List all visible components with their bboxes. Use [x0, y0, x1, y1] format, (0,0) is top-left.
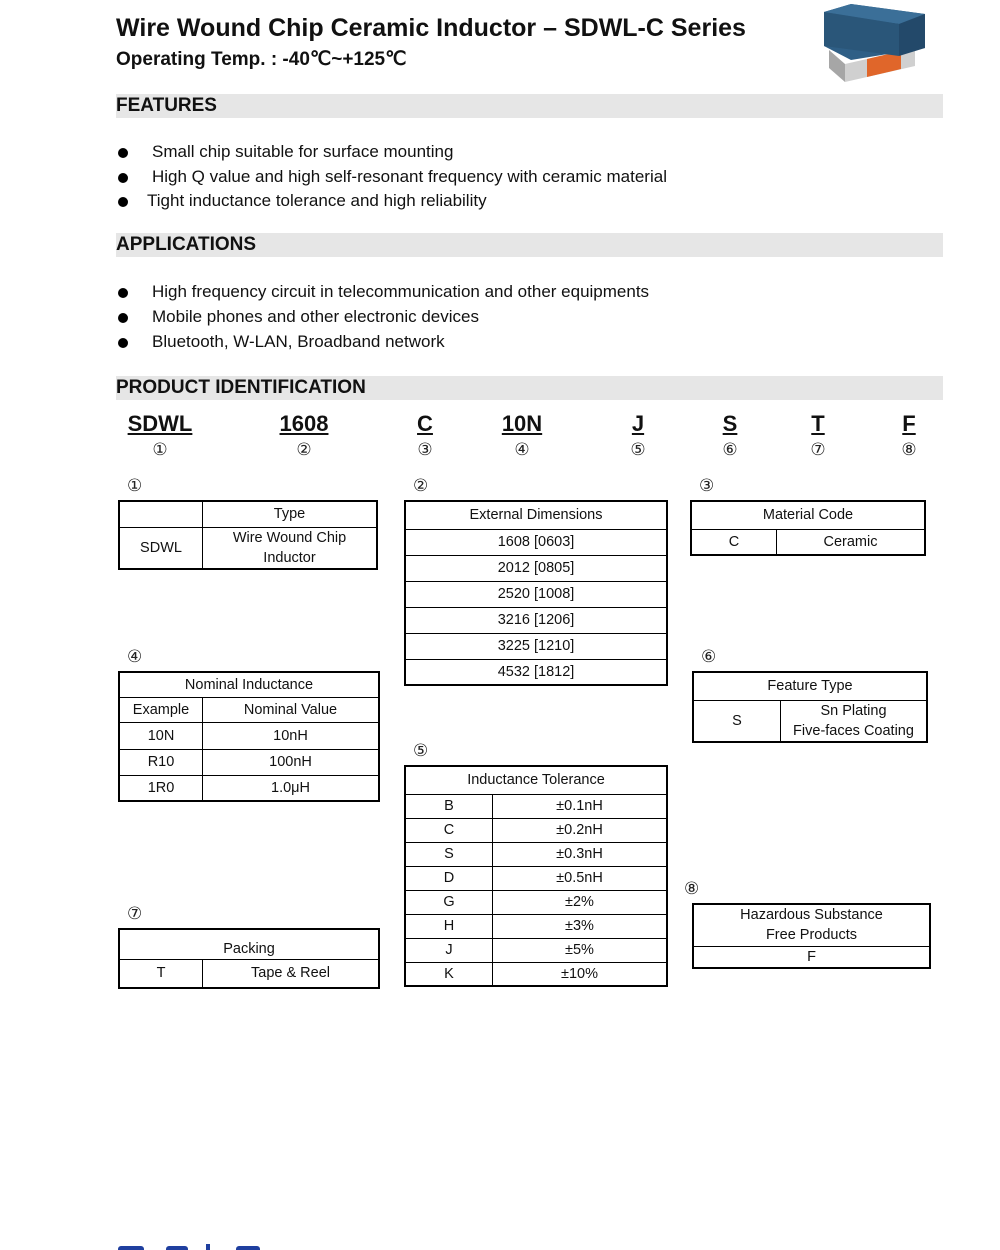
table-col-header: Example — [119, 697, 203, 722]
footer-logo-fragment — [118, 1244, 268, 1250]
chip-inductor-image — [815, 0, 930, 90]
marker-7: ⑦ — [810, 440, 826, 460]
table-header: Type — [203, 501, 378, 527]
table-row: C ±0.2nH — [405, 818, 667, 842]
bullet-icon — [118, 173, 128, 183]
table-tolerance — [404, 765, 668, 987]
marker-3: ③ — [417, 440, 433, 460]
applications-heading: APPLICATIONS — [116, 233, 943, 257]
table-row: R10 100nH — [119, 749, 379, 775]
table-type — [118, 500, 378, 570]
marker-4: ④ — [514, 440, 530, 460]
table-row: 3216 [1206] — [405, 607, 667, 633]
page-subtitle: Operating Temp. : -40℃~+125℃ — [116, 49, 407, 70]
marker-2: ② — [296, 440, 312, 460]
table-header: Nominal Inductance — [119, 672, 379, 697]
table-feature-marker: ⑥ — [701, 647, 717, 667]
code-part-3: C — [417, 411, 433, 436]
table-material-marker: ③ — [699, 476, 715, 496]
table-row: 10N 10nH — [119, 722, 379, 749]
table-row: 2012 [0805] — [405, 555, 667, 581]
table-dimensions — [404, 500, 668, 686]
table-hazard — [692, 903, 931, 969]
table-cell-code: S — [693, 700, 781, 742]
code-part-5: J — [631, 411, 645, 436]
table-row: 4532 [1812] — [405, 659, 667, 685]
bullet-icon — [118, 288, 128, 298]
table-feature — [692, 671, 928, 743]
code-part-8: F — [902, 411, 916, 436]
marker-1: ① — [152, 440, 168, 460]
table-cell-code: F — [693, 946, 930, 968]
features-heading: FEATURES — [116, 94, 943, 118]
code-part-6: S — [722, 411, 738, 436]
marker-5: ⑤ — [630, 440, 646, 460]
table-cell-desc: Sn Plating Five-faces Coating — [781, 700, 928, 742]
table-header: Packing — [119, 929, 379, 959]
table-row: S ±0.3nH — [405, 842, 667, 866]
table-inductance-marker: ④ — [127, 647, 143, 667]
table-row: 3225 [1210] — [405, 633, 667, 659]
table-type-marker: ① — [127, 476, 143, 496]
bullet-icon — [118, 338, 128, 348]
table-cell-desc: Wire Wound Chip Inductor — [203, 527, 378, 569]
table-row: 2520 [1008] — [405, 581, 667, 607]
marker-8: ⑧ — [901, 440, 917, 460]
table-header: External Dimensions — [405, 501, 667, 529]
table-tolerance-marker: ⑤ — [413, 741, 429, 761]
table-row: 1R0 1.0μH — [119, 775, 379, 801]
table-row: G ±2% — [405, 890, 667, 914]
table-cell-desc: Tape & Reel — [203, 959, 380, 988]
bullet-icon — [118, 197, 128, 207]
table-row: D ±0.5nH — [405, 866, 667, 890]
table-material — [690, 500, 926, 556]
table-cell-desc: Ceramic — [777, 529, 926, 555]
bullet-icon — [118, 148, 128, 158]
product-identification-heading: PRODUCT IDENTIFICATION — [116, 376, 943, 400]
table-packing-marker: ⑦ — [127, 904, 143, 924]
marker-6: ⑥ — [722, 440, 738, 460]
table-row: B ±0.1nH — [405, 794, 667, 818]
table-row: H ±3% — [405, 914, 667, 938]
table-col-header: Nominal Value — [203, 697, 380, 722]
table-header: Hazardous Substance Free Products — [693, 904, 930, 946]
table-inductance — [118, 671, 380, 802]
page-title: Wire Wound Chip Ceramic Inductor – SDWL-C Series — [116, 14, 746, 42]
bullet-icon — [118, 313, 128, 323]
table-row: J ±5% — [405, 938, 667, 962]
table-packing — [118, 928, 380, 989]
code-part-7: T — [811, 411, 825, 436]
code-part-4: 10N — [501, 411, 543, 436]
table-hazard-marker: ⑧ — [684, 879, 700, 899]
table-row: 1608 [0603] — [405, 529, 667, 555]
code-part-2: 1608 — [279, 411, 329, 436]
table-cell-code: C — [691, 529, 777, 555]
table-header: Inductance Tolerance — [405, 766, 667, 794]
table-header: Feature Type — [693, 672, 927, 700]
code-part-1: SDWL — [127, 411, 193, 436]
table-dims-marker: ② — [413, 476, 429, 496]
table-cell-code: SDWL — [119, 527, 203, 569]
table-row: K ±10% — [405, 962, 667, 986]
table-cell-code: T — [119, 959, 203, 988]
table-header: Material Code — [691, 501, 925, 529]
